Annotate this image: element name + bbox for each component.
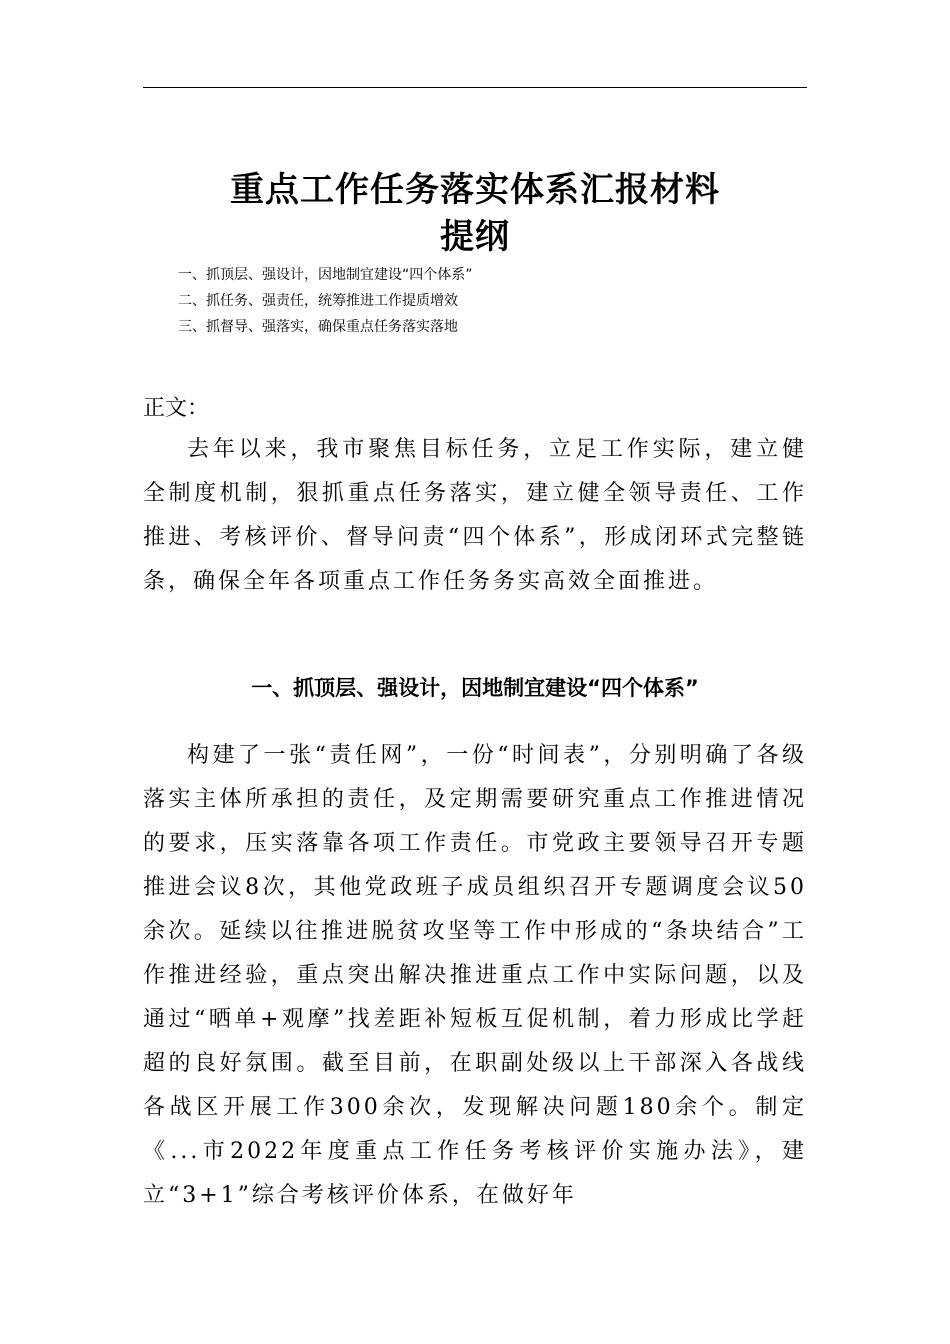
outline-list [178,262,473,340]
section-1-paragraph: 构建了一张“责任网”，一份“时间表”，分别明确了各级落实主体所承担的责任，及定期需要研究重点工作推进情况的要求，压实落靠各项工作责任。市党政主要领导召开专题推进会议8次，其他党政班子成员组织召开专题调度会议50余次。延续以往推进脱贫攻坚等工作中形成的“条块结合”工作推进经验，重点突出解决推进重点工作中实际问题，以及通过“晒单+观摩”找差距补短板互促机制，着力形成比学赶超的良好氛围。截至目前，在职副处级以上干部深入各战线各战区开展工作300余次，发现解决问题180余个。制定《...市2022年度重点工作任务考核评价实施办法》，建立“3+1”综合考核评价体系，在做好年 [143,743,807,1208]
section-heading-1: 一、抓顶层、强设计，因地制宜建设“四个体系” [251,676,699,700]
header-rule [143,87,807,88]
outline-item: 一、抓顶层、强设计，因地制宜建设“四个体系” [178,267,473,283]
document-subtitle: 提纲 [440,217,510,257]
document-title: 重点工作任务落实体系汇报材料 [230,170,720,210]
intro-paragraph: 去年以来，我市聚焦目标任务，立足工作实际，建立健全制度机制，狠抓重点任务落实，建立健全领导责任、工作推进、考核评价、督导问责“四个体系”，形成闭环式完整链条，确保全年各项重点工作任务务实高效全面推进。 [143,437,807,594]
body-label: 正文： [143,396,210,421]
outline-item: 二、抓任务、强责任，统筹推进工作提质增效 [178,293,458,309]
outline-item: 三、抓督导、强落实，确保重点任务落实落地 [178,319,458,335]
